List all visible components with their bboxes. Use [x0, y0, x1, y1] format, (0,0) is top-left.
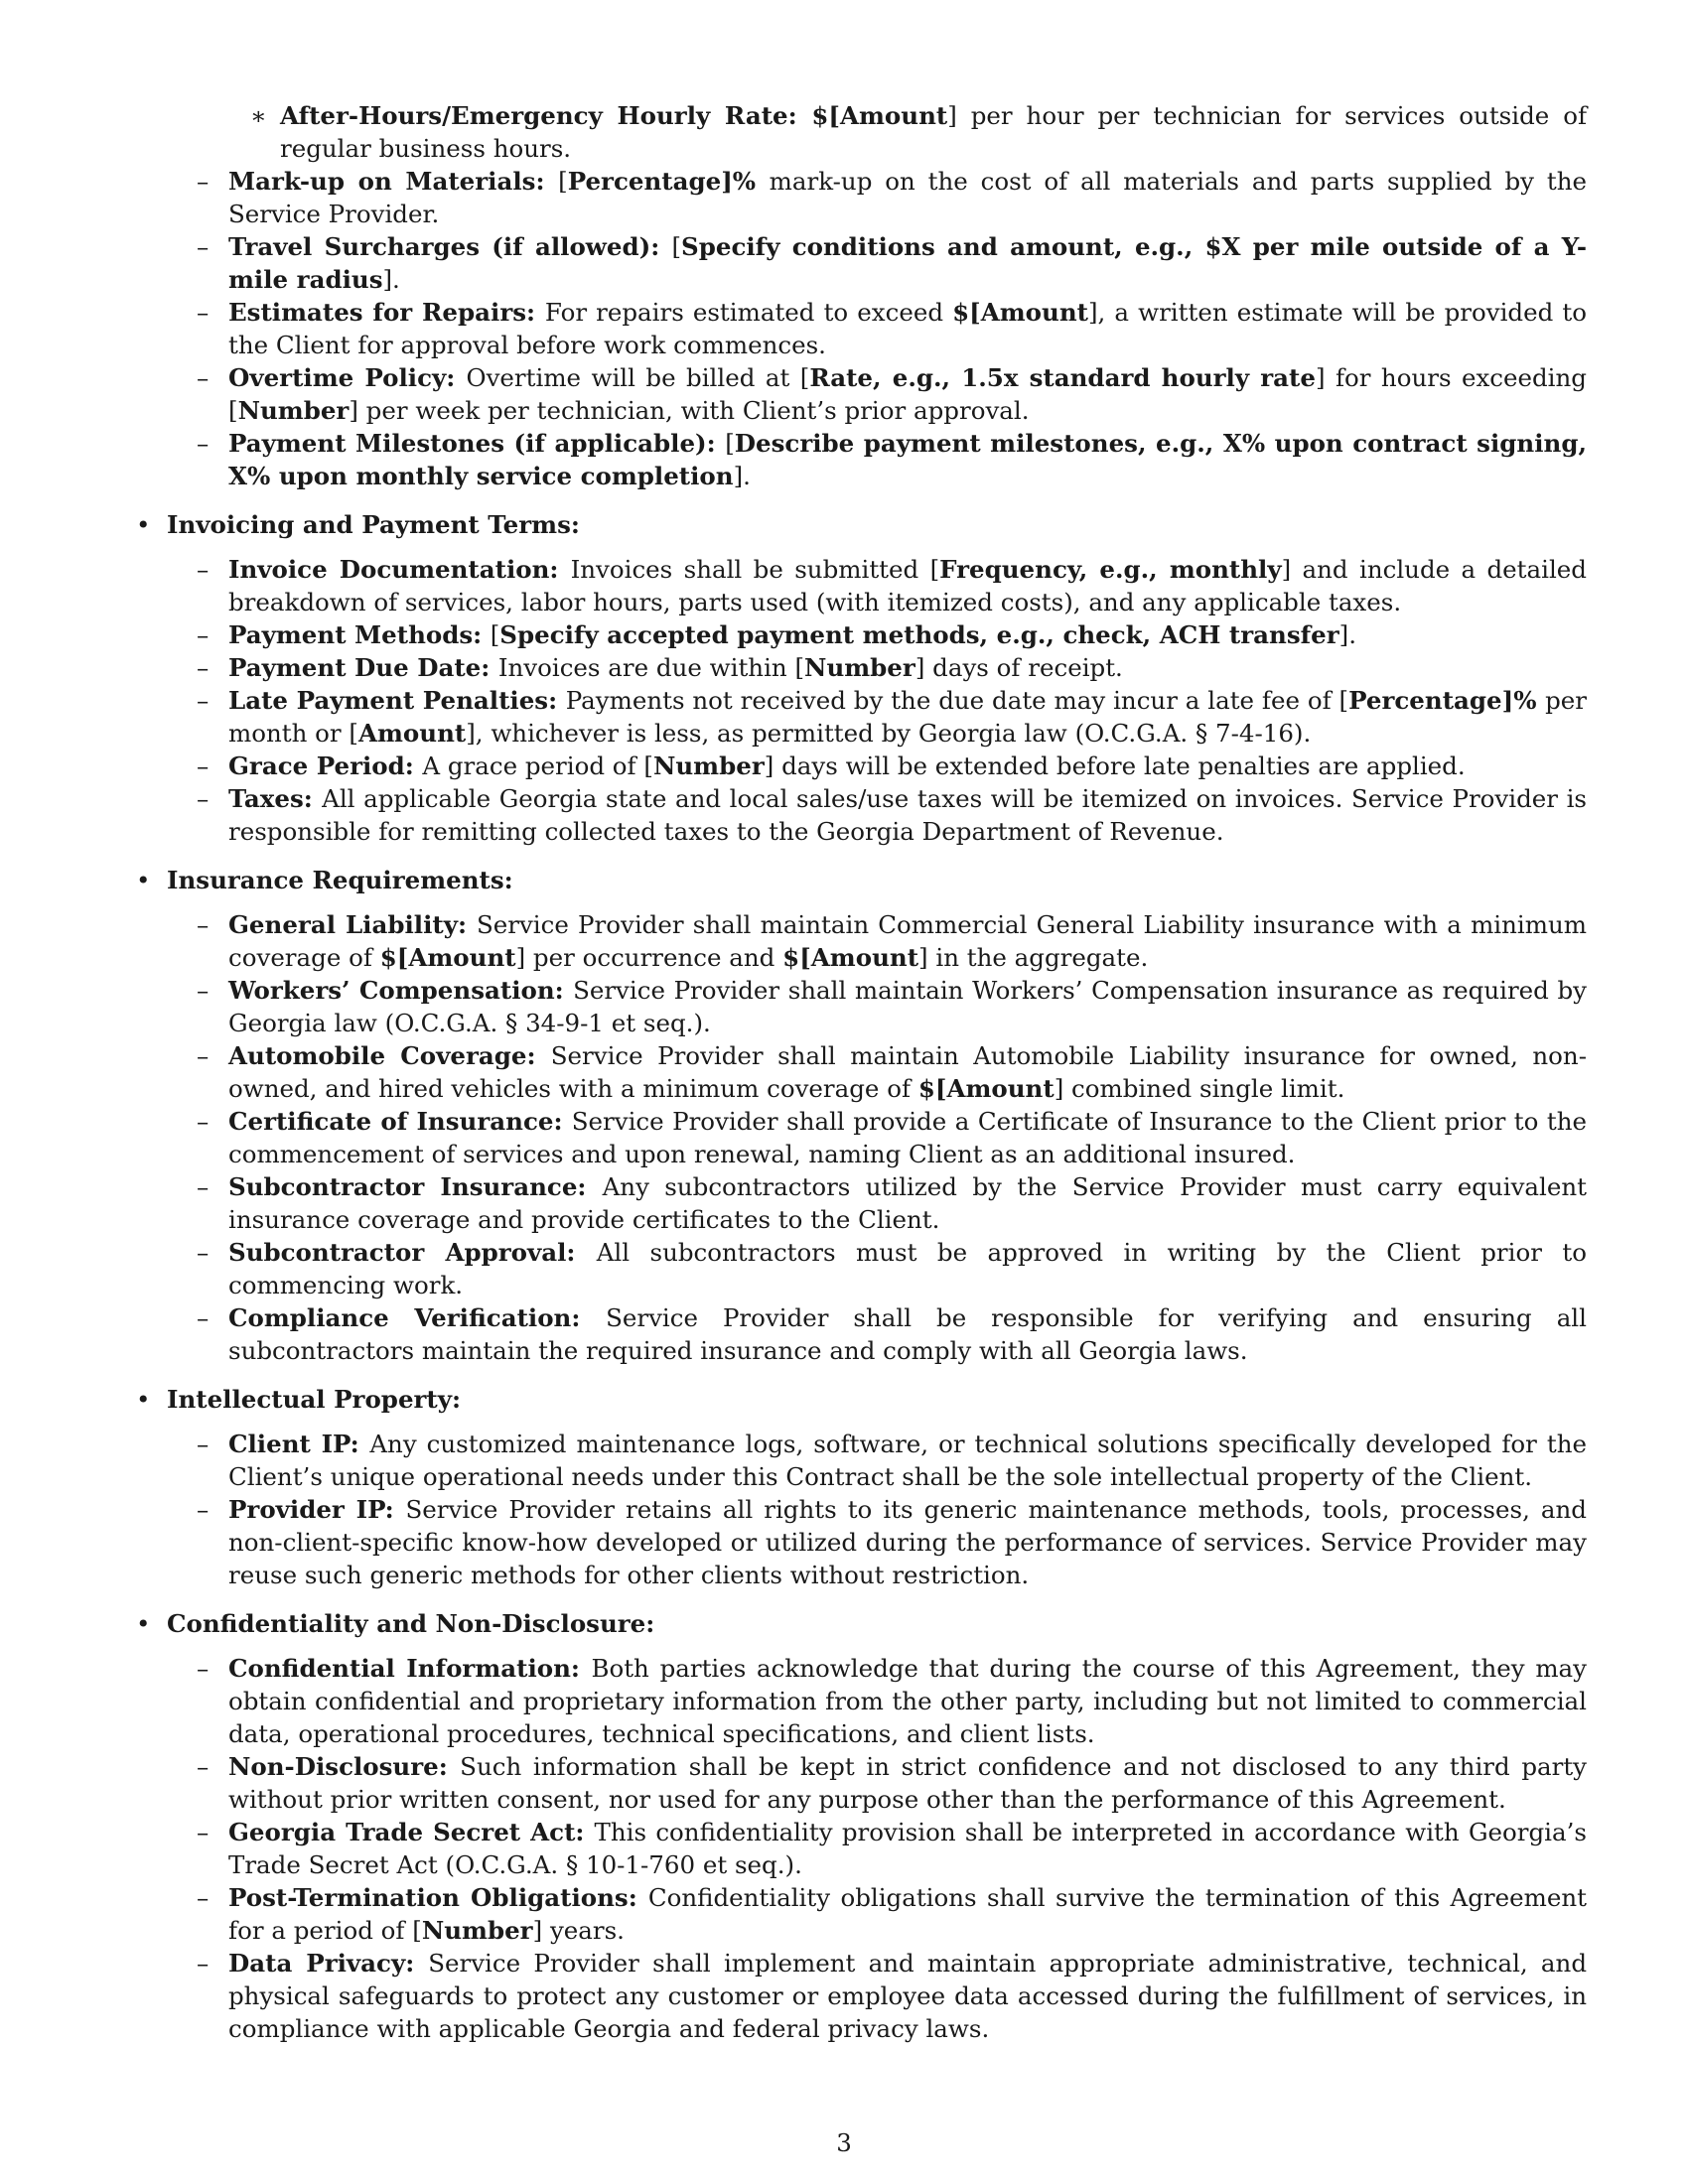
list-item — [131, 296, 1587, 361]
bold-text: Georgia Trade Secret Act: — [228, 1818, 595, 1846]
dash-marker: – — [197, 1238, 210, 1267]
bold-text: Invoice Documentation: — [228, 555, 571, 584]
bullet-marker: • — [136, 1385, 151, 1414]
list-item — [131, 1947, 1587, 2045]
body-text: All subcontractors must be approved in writing by the Client prior to commencing work. — [228, 1238, 1587, 1299]
section-heading — [131, 864, 1587, 896]
bold-text: Data Privacy: — [228, 1949, 429, 1978]
bullet-marker: • — [136, 866, 151, 894]
body-text: Invoices are due within [ — [497, 653, 805, 682]
dash-marker: – — [197, 686, 210, 715]
dash-marker: – — [197, 298, 210, 327]
bold-text: Late Payment Penalties: — [228, 686, 566, 715]
dash-marker: – — [197, 429, 210, 458]
body-text: ] per week per technician, with Client’s prior approval. — [349, 396, 1030, 425]
body-text: per month or [ — [228, 686, 1587, 748]
bold-text: General Liability: — [228, 910, 477, 939]
list-item — [131, 1881, 1587, 1947]
list-item — [131, 1816, 1587, 1881]
dash-marker: – — [197, 1949, 210, 1978]
body-text: ] for hours exceeding [ — [228, 363, 1587, 425]
bold-text: Subcontractor Insurance: — [228, 1172, 603, 1201]
list-item — [131, 99, 1587, 165]
list-item — [131, 782, 1587, 848]
body-text: [ — [490, 620, 500, 649]
body-text: [ — [558, 167, 568, 196]
dash-marker: – — [197, 1107, 210, 1136]
bold-text: Subcontractor Approval: — [228, 1238, 597, 1267]
dash-marker: – — [197, 1883, 210, 1912]
bold-text: Confidential Information: — [228, 1654, 592, 1683]
body-text: Service Provider shall maintain Workers’ Compensation insurance as required by Georgia law (O.C.G.A. § 34-9-1 et seq.). — [228, 976, 1587, 1037]
bold-text: ]% — [721, 167, 770, 196]
bold-text: $[Amount — [917, 1074, 1055, 1103]
bold-text: Number — [237, 396, 350, 425]
list-item — [131, 165, 1587, 230]
bold-text: Workers’ Compensation: — [228, 976, 574, 1005]
dash-marker: – — [197, 1654, 210, 1683]
body-text: Service Provider retains all rights to its generic maintenance methods, tools, processes, and non-client-specific know-how developed or utilized during the performance of services. Service Provider may reuse such generic methods for other clients without restriction. — [228, 1495, 1587, 1589]
list-item — [131, 553, 1587, 618]
bold-text: $[Amount — [379, 943, 516, 972]
body-text: Service Provider shall maintain Commercial General Liability insurance with a minimum coverage of — [228, 910, 1588, 972]
bold-text: Frequency, e.g., monthly — [939, 555, 1282, 584]
body-text: [ — [725, 429, 735, 458]
body-text: Invoices shall be submitted [ — [570, 555, 940, 584]
dash-marker: – — [197, 751, 210, 780]
dash-marker: – — [197, 363, 210, 392]
bold-text: Number — [652, 751, 765, 780]
list-item — [131, 1236, 1587, 1301]
list-item — [131, 230, 1587, 296]
dash-marker: – — [197, 653, 210, 682]
dash-marker: – — [197, 620, 210, 649]
bold-text: After-Hours/Emergency Hourly Rate: $[ — [280, 101, 840, 130]
section-title: Intellectual Property: — [167, 1385, 462, 1414]
bold-text: Estimates for Repairs: — [228, 298, 545, 327]
body-text: [ — [671, 232, 682, 261]
body-text: Confidentiality obligations shall survive the termination of this Agreement for a period of [ — [228, 1883, 1587, 1945]
bold-text: Post-Termination Obligations: — [228, 1883, 648, 1912]
dash-marker: – — [197, 1752, 210, 1781]
body-text: ]. — [733, 462, 751, 490]
dash-marker: – — [197, 232, 210, 261]
body-text: ] days of receipt. — [914, 653, 1123, 682]
section-heading — [131, 508, 1587, 541]
list-item — [131, 1301, 1587, 1367]
list-item — [131, 361, 1587, 427]
sub-list — [131, 1652, 1587, 2045]
bold-text: Percentage — [567, 167, 722, 196]
bold-text: ]% — [1501, 686, 1546, 715]
section-title: Insurance Requirements: — [167, 866, 513, 894]
list-item — [131, 1652, 1587, 1750]
bold-text: Number — [804, 653, 915, 682]
body-text: Service Provider shall be responsible for verifying and ensuring all subcontractors maintain the required insurance and comply with all Georgia laws. — [228, 1303, 1587, 1365]
list-item — [131, 1750, 1587, 1816]
list-item — [131, 1170, 1587, 1236]
bold-text: Percentage — [1348, 686, 1502, 715]
dash-marker: – — [197, 1041, 210, 1070]
bullet-marker: • — [136, 1609, 151, 1638]
dash-marker: – — [197, 1430, 210, 1458]
body-text: Service Provider shall maintain Automobile Liability insurance for owned, non-owned, and hired vehicles with a minimum coverage of — [228, 1041, 1587, 1103]
body-text: ] in the aggregate. — [918, 943, 1149, 972]
body-text: This confidentiality provision shall be interpreted in accordance with Georgia’s Trade Secret Act (O.C.G.A. § 10-1-760 et seq.). — [228, 1818, 1587, 1879]
body-text: ] combined single limit. — [1054, 1074, 1345, 1103]
document-body — [131, 99, 1587, 2055]
bold-text: Describe payment milestones, e.g., X% upon contract signing, X% upon monthly service completion — [228, 429, 1588, 490]
dash-marker: – — [197, 1818, 210, 1846]
bold-text: Mark-up on Materials: — [228, 167, 559, 196]
dash-marker: – — [197, 1172, 210, 1201]
body-text: ], whichever is less, as permitted by Georgia law (O.C.G.A. § 7-4-16). — [466, 719, 1312, 748]
bold-text: Certificate of Insurance: — [228, 1107, 572, 1136]
dash-marker: – — [197, 784, 210, 813]
star-marker: ∗ — [250, 101, 267, 130]
dash-marker: – — [197, 976, 210, 1005]
section-title: Confidentiality and Non-Disclosure: — [167, 1609, 655, 1638]
page-number: 3 — [836, 2128, 852, 2157]
body-text: Any subcontractors utilized by the Service Provider must carry equivalent insurance coverage and provide certificates to the Client. — [228, 1172, 1588, 1234]
body-text: ]. — [1338, 620, 1357, 649]
bold-text: Compliance Verification: — [228, 1303, 607, 1332]
bullet-marker: • — [136, 510, 151, 539]
body-text: Service Provider shall provide a Certificate of Insurance to the Client prior to the commencement of services and upon renewal, naming Client as an additional insured. — [228, 1107, 1587, 1168]
dash-marker: – — [197, 1303, 210, 1332]
body-text: For repairs estimated to exceed — [544, 298, 953, 327]
body-text: All applicable Georgia state and local sales/use taxes will be itemized on invoices. Service Provider is responsible for remitting collected taxes to the Georgia Department of Revenue. — [228, 784, 1587, 846]
sub-list — [131, 908, 1587, 1367]
list-item — [131, 750, 1587, 782]
bold-text: Provider IP: — [228, 1495, 406, 1524]
body-text: Service Provider shall implement and maintain appropriate administrative, technical, and physical safeguards to protect any customer or employee data accessed during the fulfillment of services, in compliance with applicable Georgia and federal privacy laws. — [228, 1949, 1587, 2043]
list-item — [131, 1428, 1587, 1493]
dash-marker: – — [197, 555, 210, 584]
list-item — [131, 651, 1587, 684]
bold-text: Automobile Coverage: — [228, 1041, 551, 1070]
body-text: ] days will be extended before late penalties are applied. — [764, 751, 1466, 780]
body-text: ]. — [382, 265, 400, 294]
list-item — [131, 427, 1587, 492]
list-item — [131, 618, 1587, 651]
body-text: ], a written estimate will be provided to the Client for approval before work commences. — [228, 298, 1587, 359]
list-item — [131, 908, 1587, 974]
dash-marker: – — [197, 167, 210, 196]
bold-text: Client IP: — [228, 1430, 370, 1458]
body-text: ] years. — [532, 1916, 625, 1945]
bold-text: Non-Disclosure: — [228, 1752, 461, 1781]
body-text: ] per hour per technician for services outside of regular business hours. — [280, 101, 1588, 163]
bold-text: Taxes: — [228, 784, 323, 813]
body-text: Any customized maintenance logs, software, or technical solutions specifically developed for the Client’s unique operational needs under this Contract shall be the sole intellectual property of the Client. — [228, 1430, 1587, 1491]
body-text: mark-up on the cost of all materials and parts supplied by the Service Provider. — [228, 167, 1588, 228]
list-item — [131, 684, 1587, 750]
bold-text: Overtime Policy: — [228, 363, 467, 392]
body-text: ] per occurrence and — [515, 943, 783, 972]
section-heading — [131, 1383, 1587, 1416]
bold-text: Rate, e.g., 1.5x standard hourly rate — [809, 363, 1316, 392]
bold-text: Payment Milestones (if applicable): — [228, 429, 726, 458]
list-item — [131, 1039, 1587, 1105]
bold-text: Payment Methods: — [228, 620, 491, 649]
body-text: A grace period of [ — [422, 751, 653, 780]
section-heading — [131, 1607, 1587, 1640]
body-text: ] and include a detailed breakdown of services, labor hours, parts used (with itemized costs), and any applicable taxes. — [228, 555, 1587, 616]
body-text: Overtime will be billed at [ — [466, 363, 810, 392]
bold-text: Amount — [357, 719, 467, 748]
body-text: Payments not received by the due date may incur a late fee of [ — [565, 686, 1349, 715]
bold-text: Specify conditions and amount, e.g., $X per mile outside of a Y-mile radius — [228, 232, 1587, 294]
dash-marker: – — [197, 1495, 210, 1524]
bold-text: Amount — [840, 101, 948, 130]
body-text: Such information shall be kept in strict confidence and not disclosed to any third party without prior written consent, nor used for any purpose other than the performance of this Agreement. — [228, 1752, 1588, 1814]
list-item — [131, 974, 1587, 1039]
bold-text: Travel Surcharges (if allowed): — [228, 232, 672, 261]
bold-text: Grace Period: — [228, 751, 423, 780]
section-title: Invoicing and Payment Terms: — [167, 510, 580, 539]
bold-text: $[Amount — [952, 298, 1088, 327]
bold-text: $[Amount — [782, 943, 919, 972]
body-text: Both parties acknowledge that during the course of this Agreement, they may obtain confidential and proprietary information from the other party, including but not limited to commercial data, operational procedures, technical specifications, and client lists. — [228, 1654, 1588, 1748]
bold-text: Number — [421, 1916, 533, 1945]
list-item — [131, 1493, 1587, 1591]
sub-list — [131, 553, 1587, 848]
sub-list — [131, 1428, 1587, 1591]
bold-text: Specify accepted payment methods, e.g., check, ACH transfer — [499, 620, 1339, 649]
bold-text: Payment Due Date: — [228, 653, 498, 682]
dash-marker: – — [197, 910, 210, 939]
list-item — [131, 1105, 1587, 1170]
